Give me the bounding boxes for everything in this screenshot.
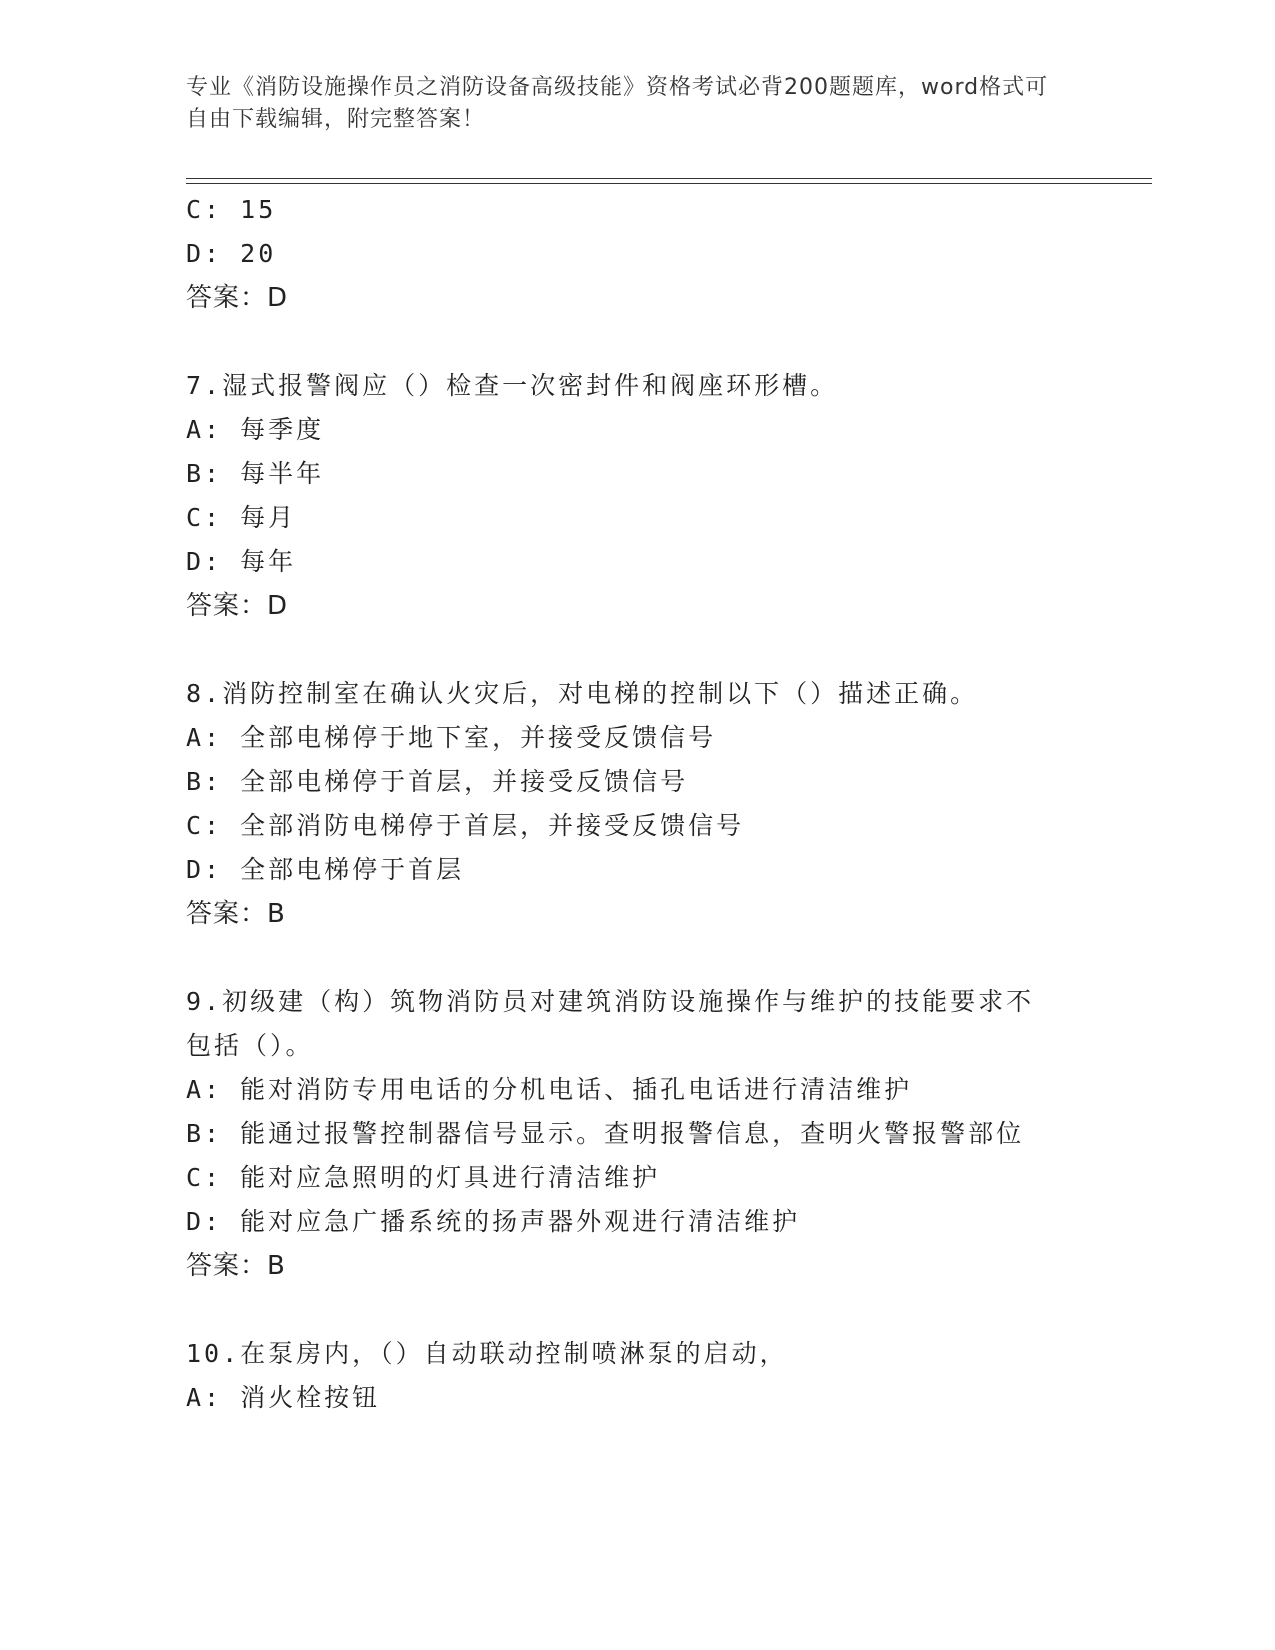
question-stem: 8.消防控制室在确认火灾后，对电梯的控制以下（）描述正确。	[186, 679, 979, 708]
option-d: D: 每年	[186, 547, 297, 576]
option-c: C: 全部消防电梯停于首层，并接受反馈信号	[186, 811, 745, 840]
option-d: D: 20	[186, 239, 277, 268]
question-stem: 10.在泵房内，（）自动联动控制喷淋泵的启动，	[186, 1339, 788, 1368]
question-stem: 7.湿式报警阀应（）检查一次密封件和阀座环形槽。	[186, 371, 839, 400]
option-a: A: 每季度	[186, 415, 325, 444]
answer: 答案：D	[186, 591, 289, 621]
answer: 答案：B	[186, 899, 286, 929]
option-c: C: 每月	[186, 503, 297, 532]
header-rule-bottom	[186, 183, 1152, 184]
option-d: D: 全部电梯停于首层	[186, 855, 465, 884]
option-c: C: 15	[186, 195, 277, 224]
answer: 答案：D	[186, 283, 289, 313]
option-a: A: 全部电梯停于地下室，并接受反馈信号	[186, 723, 717, 752]
document-header: 专业《消防设施操作员之消防设备高级技能》资格考试必背200题题库，word格式可自由下载编辑，附完整答案！	[186, 75, 1049, 132]
option-b: B: 能通过报警控制器信号显示。查明报警信息，查明火警报警部位	[186, 1119, 1025, 1148]
option-a: A: 消火栓按钮	[186, 1383, 381, 1412]
question-stem-continued: 包括（）。	[186, 1031, 314, 1060]
option-d: D: 能对应急广播系统的扬声器外观进行清洁维护	[186, 1207, 801, 1236]
option-b: B: 每半年	[186, 459, 325, 488]
option-b: B: 全部电梯停于首层，并接受反馈信号	[186, 767, 689, 796]
header-rule-top	[186, 178, 1152, 179]
option-a: A: 能对消防专用电话的分机电话、插孔电话进行清洁维护	[186, 1075, 913, 1104]
answer: 答案：B	[186, 1251, 286, 1281]
question-stem: 9.初级建（构）筑物消防员对建筑消防设施操作与维护的技能要求不	[186, 987, 1035, 1016]
option-c: C: 能对应急照明的灯具进行清洁维护	[186, 1163, 661, 1192]
